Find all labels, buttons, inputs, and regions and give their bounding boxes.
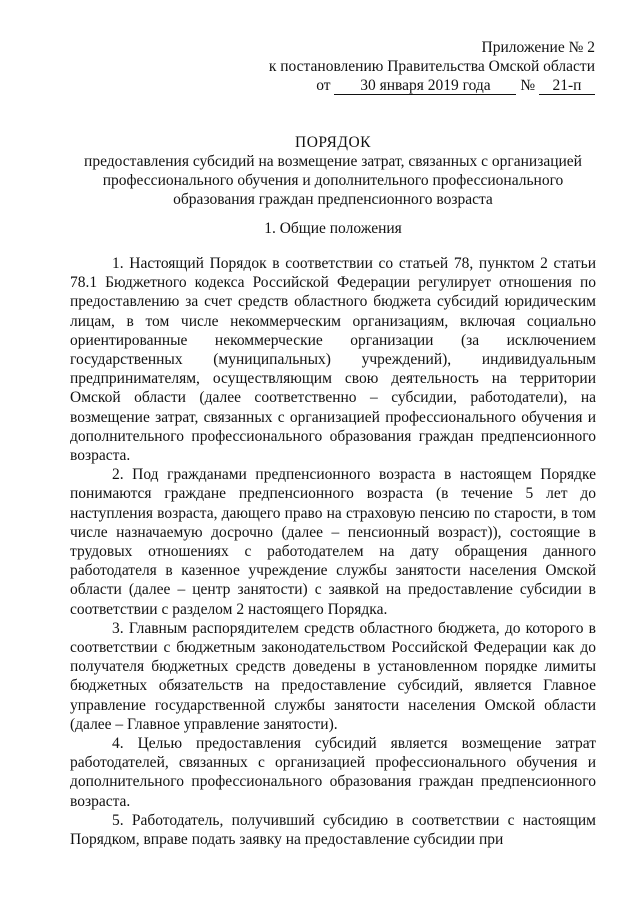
resolution-number: 21-п [539, 78, 595, 95]
paragraph-2: 2. Под гражданами предпенсионного возраста в настоящем Порядке понимаются граждане предпенсионного возраста (в течение 5 лет до наступления возраста, дающего право на страховую пенсию по старости, в том числе назначаемую досрочно (далее – пенсионный возраст)), состоящие в трудовых отношениях с работодателем на дату обращения данного работодателя в казенное учреждение службы занятости населения Омской области (далее – центр занятости) с заявкой на предоставление субсидии в соответствии с разделом 2 настоящего Порядка. [70, 466, 596, 618]
resolution-date: 30 января 2019 года [334, 78, 516, 95]
paragraph-5: 5. Работодатель, получивший субсидию в соответствии с настоящим Порядком, вправе подать заявку на предоставление субсидии при [70, 811, 596, 849]
paragraph-1: 1. Настоящий Порядок в соответствии со статьей 78, пунктом 2 статьи 78.1 Бюджетного кодекса Российской Федерации регулирует отношения по предоставлению за счет средств областного бюджета субсидий юридическим лицам, в том числе некоммерческим организациям, включая социально ориентированные некоммерческие организации (за исключением государственных (муниципальных) учреждений), индивидуальным предпринимателям, осуществляющим свою деятельность на территории Омской области (далее соответственно – субсидии, работодатели), на возмещение затрат, связанных с организацией профессионального обучения и дополнительного профессионального образования граждан предпенсионного возраста. [70, 255, 596, 465]
paragraph-3: 3. Главным распорядителем средств областного бюджета, до которого в соответствии с бюджетным законодательством Российской Федерации как до получателя бюджетных средств доведены в установленном порядке лимиты бюджетных обязательств на предоставление субсидий, является Главное управление государственной службы занятости населения Омской области (далее – Главное управление занятости). [70, 619, 596, 733]
annex-header [250, 38, 595, 95]
annex-reference: к постановлению Правительства Омской области [268, 58, 595, 75]
date-prefix: от [316, 77, 331, 94]
number-prefix: № [520, 77, 536, 94]
section-heading: 1. Общие положения [264, 220, 402, 237]
title-subtitle: предоставления субсидий на возмещение затрат, связанных с организацией профессионального обучения и дополнительного профессионального образования граждан предпенсионного возраста [84, 153, 582, 208]
title-main: ПОРЯДОК [295, 134, 371, 151]
document-title [70, 133, 596, 209]
document-body [70, 254, 596, 849]
annex-date-line [250, 76, 595, 95]
paragraph-4: 4. Целью предоставления субсидий является возмещение затрат работодателей, связанных с организацией профессионального обучения и дополнительного профессионального образования граждан предпенсионного возраста. [70, 735, 596, 810]
annex-number: Приложение № 2 [481, 39, 595, 56]
